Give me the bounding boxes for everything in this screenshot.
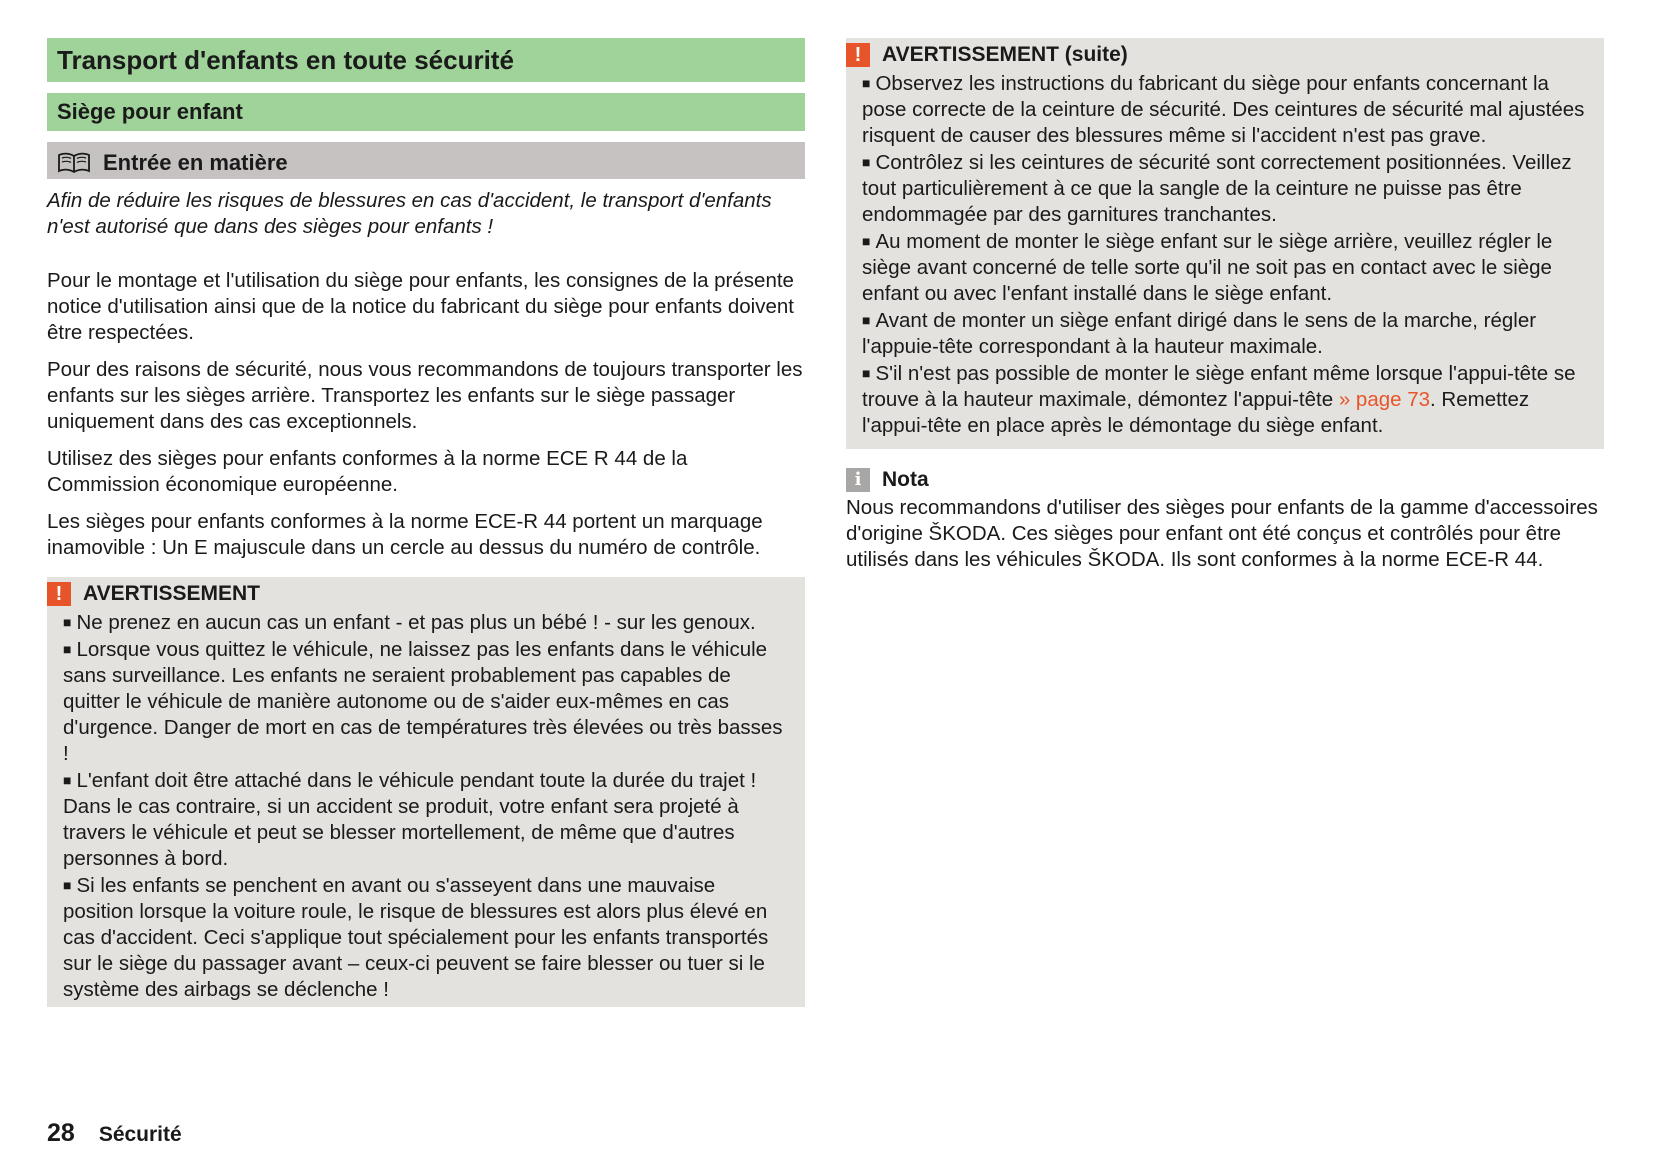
page-footer	[47, 1120, 182, 1148]
left-column	[47, 38, 805, 1007]
warning-item: ■ Lorsque vous quittez le véhicule, ne laissez pas les enfants dans le véhicule sans surveillance. Les enfants ne seraient probablement pas capables de quitter le véhicule de manière autonome ou de s'aider eux-mêmes en cas d'urgence. Danger de mort en cas de températures très élevées ou très basses !	[63, 638, 783, 765]
warning-item: ■ Au moment de monter le siège enfant sur le siège arrière, veuillez régler le siège avant concerné de telle sorte qu'il ne soit pas en contact avec le siège enfant ou avec l'enfant installé dans le siège enfant.	[862, 230, 1553, 305]
warning-header	[846, 40, 1588, 70]
bullet-icon: ■	[63, 614, 72, 630]
intro-heading: Entrée en matière	[103, 149, 288, 175]
warning-title: AVERTISSEMENT	[83, 582, 260, 605]
warning-item: ■ Contrôlez si les ceintures de sécurité sont correctement positionnées. Veillez tout particulièrement à ce que la sangle de la ceinture ne puisse pas être endommagée par des garnitures tranchantes.	[862, 151, 1572, 226]
warning-item: ■ Observez les instructions du fabricant du siège pour enfants concernant la pose correcte de la ceinture de sécurité. Des ceintures de sécurité mal ajustées risquent de causer des blessures même si l'accident n'est pas grave.	[862, 72, 1585, 147]
book-icon	[57, 151, 91, 175]
warning-box	[47, 577, 805, 1007]
paragraph: Pour des raisons de sécurité, nous vous recommandons de toujours transporter les enfants sur les sièges arrière. Transportez les enfants sur le siège passager uniquement dans des cas exceptionnels.	[47, 358, 803, 433]
bullet-icon: ■	[862, 75, 871, 91]
warning-item: ■ L'enfant doit être attaché dans le véhicule pendant toute la durée du trajet ! Dans le cas contraire, si un accident se produit, votre enfant sera projeté à travers le véhicule et peut se blesser mortellement, de même que d'autres personnes à bord.	[63, 769, 757, 870]
bullet-icon: ■	[862, 365, 871, 381]
note-title: Nota	[882, 468, 929, 491]
bullet-icon: ■	[862, 154, 871, 170]
paragraph: Utilisez des sièges pour enfants conformes à la norme ECE R 44 de la Commission économique européenne.	[47, 447, 688, 496]
warning-title: AVERTISSEMENT (suite)	[882, 43, 1128, 66]
bullet-icon: ■	[862, 312, 871, 328]
warning-item: ■ Avant de monter un siège enfant dirigé dans le sens de la marche, régler l'appuie-tête correspondant à la hauteur maximale.	[862, 309, 1537, 358]
warning-continued-box	[846, 38, 1604, 449]
note-text: Nous recommandons d'utiliser des sièges pour enfants de la gamme d'accessoires d'origine ŠKODA. Ces sièges pour enfant ont été conçus et contrôlés pour être utilisés dans les véhicules ŠKODA. Ils sont conformes à la norme ECE-R 44.	[846, 496, 1598, 571]
warning-header	[47, 579, 789, 609]
info-icon: i	[846, 468, 870, 492]
page-reference-link[interactable]: » page 73	[1338, 388, 1431, 411]
warning-icon: !	[846, 43, 870, 67]
section-title: Siège pour enfant	[47, 93, 805, 131]
footer-section: Sécurité	[98, 1123, 182, 1146]
paragraph: Les sièges pour enfants conformes à la norme ECE-R 44 portent un marquage inamovible : Un E majuscule dans un cercle au dessus du numéro de contrôle.	[47, 510, 763, 559]
warning-icon: !	[47, 582, 71, 606]
note-header	[846, 465, 1604, 495]
bullet-icon: ■	[862, 233, 871, 249]
page-number: 28	[47, 1119, 75, 1147]
paragraph: Pour le montage et l'utilisation du siège pour enfants, les consignes de la présente notice d'utilisation ainsi que de la notice du fabricant du siège pour enfants doivent être respectées.	[47, 269, 794, 344]
bullet-icon: ■	[63, 641, 72, 657]
page-title: Transport d'enfants en toute sécurité	[47, 38, 805, 82]
warning-item: ■ Ne prenez en aucun cas un enfant - et pas plus un bébé ! - sur les genoux.	[63, 611, 756, 634]
right-column	[846, 38, 1604, 573]
warning-item: ■ Si les enfants se penchent en avant ou s'asseyent dans une mauvaise position lorsque la voiture roule, le risque de blessures est alors plus élevé en cas d'accident. Ceci s'applique tout spécialement pour les enfants transportés sur le siège du passager avant – ceux-ci peuvent se faire blesser ou tuer si le système des airbags se déclenche !	[63, 874, 769, 1001]
intro-heading-bar	[47, 142, 805, 179]
intro-text: Afin de réduire les risques de blessures en cas d'accident, le transport d'enfants n'est autorisé que dans des sièges pour enfants !	[47, 189, 772, 238]
bullet-icon: ■	[63, 772, 72, 788]
bullet-icon: ■	[63, 877, 72, 893]
warning-item: ■ S'il n'est pas possible de monter le siège enfant même lorsque l'appui-tête se trouve à la hauteur maximale, démontez l'appui-tête » page 73. Remettez l'appui-tête en place après le démontage du siège enfant.	[862, 362, 1576, 437]
